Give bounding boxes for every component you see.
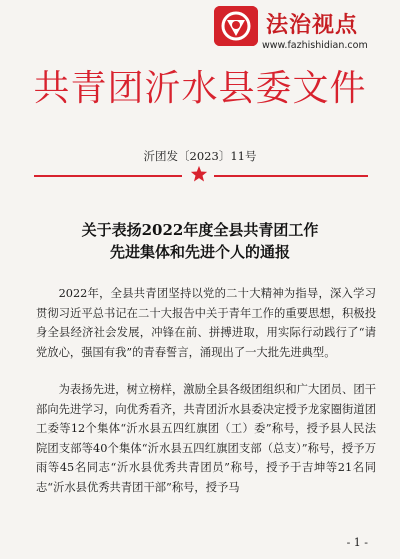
brand-logo-icon: [214, 6, 258, 46]
document-title-line-1: 关于表扬2022年度全县共青团工作: [81, 221, 319, 239]
watermark-title: 法治视点: [266, 13, 359, 38]
header-rule-left: [34, 175, 182, 177]
header-rule-right: [214, 175, 368, 177]
document-header: 共青团沂水县委文件: [33, 68, 367, 109]
body-paragraph-2: 为表扬先进，树立榜样，激励全县各级团组织和广大团员、团干部向先进学习，向优秀看齐，共青团沂水县委决定授予龙家圈街道团工委等12个集体“沂水县五四红旗团（工）委”称号，授予县人民法院团支部等40个集体“沂水县五四红旗团支部（总支）”称号，授予万雨等45名同志“沂水县优秀共青团员”称号，授予于吉坤等21名同志“沂水县优秀共青团干部”称号，授予马: [36, 383, 376, 494]
page-number: - 1 -: [346, 536, 368, 549]
body-paragraph-1: 2022年，全县共青团坚持以党的二十大精神为指导，深入学习贯彻习近平总书记在二十大报告中关于青年工作的重要思想，积极投身全县经济社会发展，冲锋在前、拼搏进取，用实际行动践行了“请党放心，强国有我”的青春誓言，涌现出了一大批先进典型。: [36, 287, 376, 359]
document-number: 沂团发〔2023〕11号: [143, 149, 257, 163]
watermark-logo: [214, 6, 384, 56]
document-title-line-2: 先进集体和先进个人的通报: [109, 243, 290, 261]
watermark-url: www.fazhishidian.com: [262, 40, 368, 51]
star-icon: [190, 165, 208, 183]
